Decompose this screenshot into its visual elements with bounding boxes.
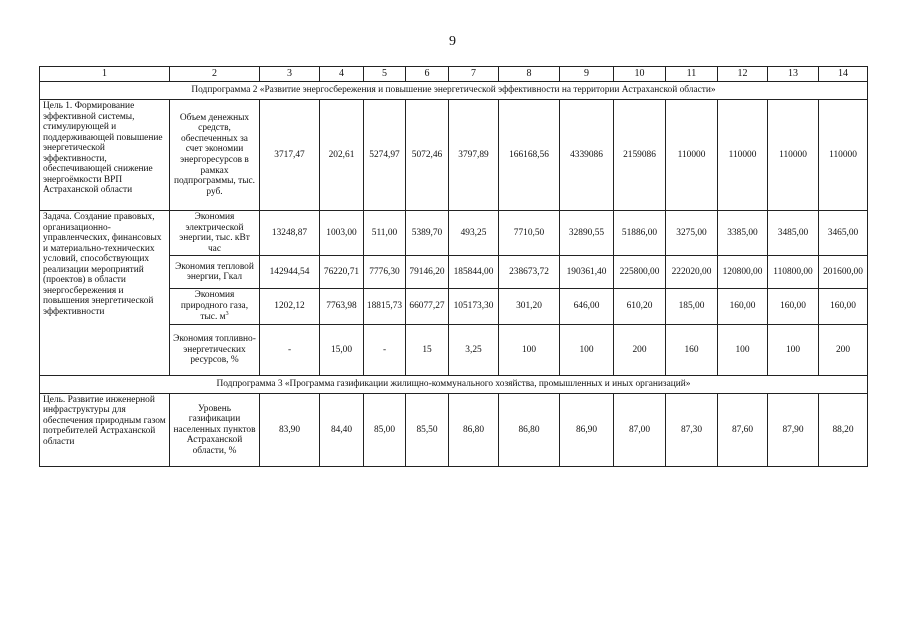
- table-cell: 3717,47: [260, 100, 320, 211]
- table-cell: 32890,55: [560, 211, 614, 256]
- table-cell: 86,80: [449, 393, 499, 466]
- table-cell: 15,00: [320, 324, 364, 375]
- table-cell: 87,00: [614, 393, 666, 466]
- table-cell: 15: [406, 324, 449, 375]
- table-cell: 5072,46: [406, 100, 449, 211]
- page-number: 9: [449, 34, 456, 49]
- table-cell: 110000: [718, 100, 768, 211]
- table-row: [40, 100, 868, 211]
- table-cell: 66077,27: [406, 289, 449, 325]
- table-cell: 100: [560, 324, 614, 375]
- subprogram-3-header-row: [40, 375, 868, 393]
- table-cell: 5274,97: [364, 100, 406, 211]
- column-number: 1: [40, 67, 170, 82]
- table-cell: 7763,98: [320, 289, 364, 325]
- column-number: 4: [320, 67, 364, 82]
- table-cell: 76220,71: [320, 256, 364, 289]
- table-cell: 83,90: [260, 393, 320, 466]
- indicator-unit-superscript: 3: [225, 311, 229, 318]
- table-row: [40, 393, 868, 466]
- table-cell: 160,00: [718, 289, 768, 325]
- goal-cell: Цель 1. Формирование эффективной системы, стимулирующей и поддерживающей повышение энергетической эффективности, обеспечивающей снижение энергоёмкости ВРП Астраханской области: [40, 100, 170, 211]
- table-cell: 142944,54: [260, 256, 320, 289]
- column-number: 8: [499, 67, 560, 82]
- table-cell: 166168,56: [499, 100, 560, 211]
- table-cell: 110800,00: [768, 256, 819, 289]
- table-cell: 610,20: [614, 289, 666, 325]
- table-cell: 493,25: [449, 211, 499, 256]
- table-cell: 110000: [819, 100, 868, 211]
- indicator-name: Экономия топливно-энергетических ресурсов, %: [170, 324, 260, 375]
- table-cell: 87,60: [718, 393, 768, 466]
- table-cell: 85,00: [364, 393, 406, 466]
- table-cell: 110000: [666, 100, 718, 211]
- indicator-name: Экономия тепловой энергии, Гкал: [170, 256, 260, 289]
- table-cell: 3485,00: [768, 211, 819, 256]
- table-cell: 3,25: [449, 324, 499, 375]
- table-cell: 200: [819, 324, 868, 375]
- table-cell: 100: [768, 324, 819, 375]
- table-cell: 86,90: [560, 393, 614, 466]
- table-cell: 13248,87: [260, 211, 320, 256]
- table-cell: 201600,00: [819, 256, 868, 289]
- table-cell: -: [260, 324, 320, 375]
- indicators-table: [39, 66, 868, 467]
- column-number: 6: [406, 67, 449, 82]
- table-cell: 5389,70: [406, 211, 449, 256]
- table-cell: 160: [666, 324, 718, 375]
- indicator-name: [170, 289, 260, 325]
- subprogram-2-title: Подпрограмма 2 «Развитие энергосбережения и повышение энергетической эффективности на территории Астраханской области»: [40, 82, 868, 100]
- column-number: 5: [364, 67, 406, 82]
- table-cell: 100: [499, 324, 560, 375]
- table-cell: 88,20: [819, 393, 868, 466]
- table-cell: 18815,73: [364, 289, 406, 325]
- column-number: 12: [718, 67, 768, 82]
- indicator-name: Уровень газификации населенных пунктов Астраханской области, %: [170, 393, 260, 466]
- table-cell: 85,50: [406, 393, 449, 466]
- table-cell: 301,20: [499, 289, 560, 325]
- table-cell: 185,00: [666, 289, 718, 325]
- goal-cell: Цель. Развитие инженерной инфраструктуры для обеспечения природным газом потребителей Астраханской области: [40, 393, 170, 466]
- table-cell: 87,90: [768, 393, 819, 466]
- table-cell: 84,40: [320, 393, 364, 466]
- table-cell: 7776,30: [364, 256, 406, 289]
- table-cell: 105173,30: [449, 289, 499, 325]
- table-cell: 200: [614, 324, 666, 375]
- table-cell: 87,30: [666, 393, 718, 466]
- table-cell: 3465,00: [819, 211, 868, 256]
- indicator-name-text: Экономия природного газа, тыс. м: [180, 290, 249, 323]
- subprogram-3-title: Подпрограмма 3 «Программа газификации жилищно-коммунального хозяйства, промышленных и иных организаций»: [40, 375, 868, 393]
- table-cell: 120800,00: [718, 256, 768, 289]
- table-cell: 79146,20: [406, 256, 449, 289]
- table-cell: 4339086: [560, 100, 614, 211]
- table-cell: 110000: [768, 100, 819, 211]
- column-number: 7: [449, 67, 499, 82]
- table-cell: -: [364, 324, 406, 375]
- table-cell: 202,61: [320, 100, 364, 211]
- table-cell: 190361,40: [560, 256, 614, 289]
- column-number: 9: [560, 67, 614, 82]
- table-row: [40, 211, 868, 256]
- table-cell: 86,80: [499, 393, 560, 466]
- table-cell: 3797,89: [449, 100, 499, 211]
- table-cell: 100: [718, 324, 768, 375]
- table-cell: 51886,00: [614, 211, 666, 256]
- table-cell: 511,00: [364, 211, 406, 256]
- table-cell: 3275,00: [666, 211, 718, 256]
- table-cell: 225800,00: [614, 256, 666, 289]
- table-cell: 2159086: [614, 100, 666, 211]
- table-cell: 646,00: [560, 289, 614, 325]
- column-number: 14: [819, 67, 868, 82]
- table-cell: 222020,00: [666, 256, 718, 289]
- table-cell: 7710,50: [499, 211, 560, 256]
- table-cell: 185844,00: [449, 256, 499, 289]
- column-number-row: [40, 67, 868, 82]
- task-cell: Задача. Создание правовых, организационно-управленческих, финансовых и материально-технических условий, способствующих реализации мероприятий (проектов) в области энергосбережения и повышения энергетической эффективности: [40, 211, 170, 376]
- table-cell: 1202,12: [260, 289, 320, 325]
- table-cell: 160,00: [768, 289, 819, 325]
- table-cell: 160,00: [819, 289, 868, 325]
- column-number: 10: [614, 67, 666, 82]
- table-cell: 238673,72: [499, 256, 560, 289]
- indicator-name: Экономия электрической энергии, тыс. кВт час: [170, 211, 260, 256]
- column-number: 11: [666, 67, 718, 82]
- indicator-name: Объем денежных средств, обеспеченных за счет экономии энергоресурсов в рамках подпрограммы, тыс. руб.: [170, 100, 260, 211]
- column-number: 3: [260, 67, 320, 82]
- table-cell: 1003,00: [320, 211, 364, 256]
- subprogram-2-header-row: [40, 82, 868, 100]
- column-number: 13: [768, 67, 819, 82]
- table-cell: 3385,00: [718, 211, 768, 256]
- column-number: 2: [170, 67, 260, 82]
